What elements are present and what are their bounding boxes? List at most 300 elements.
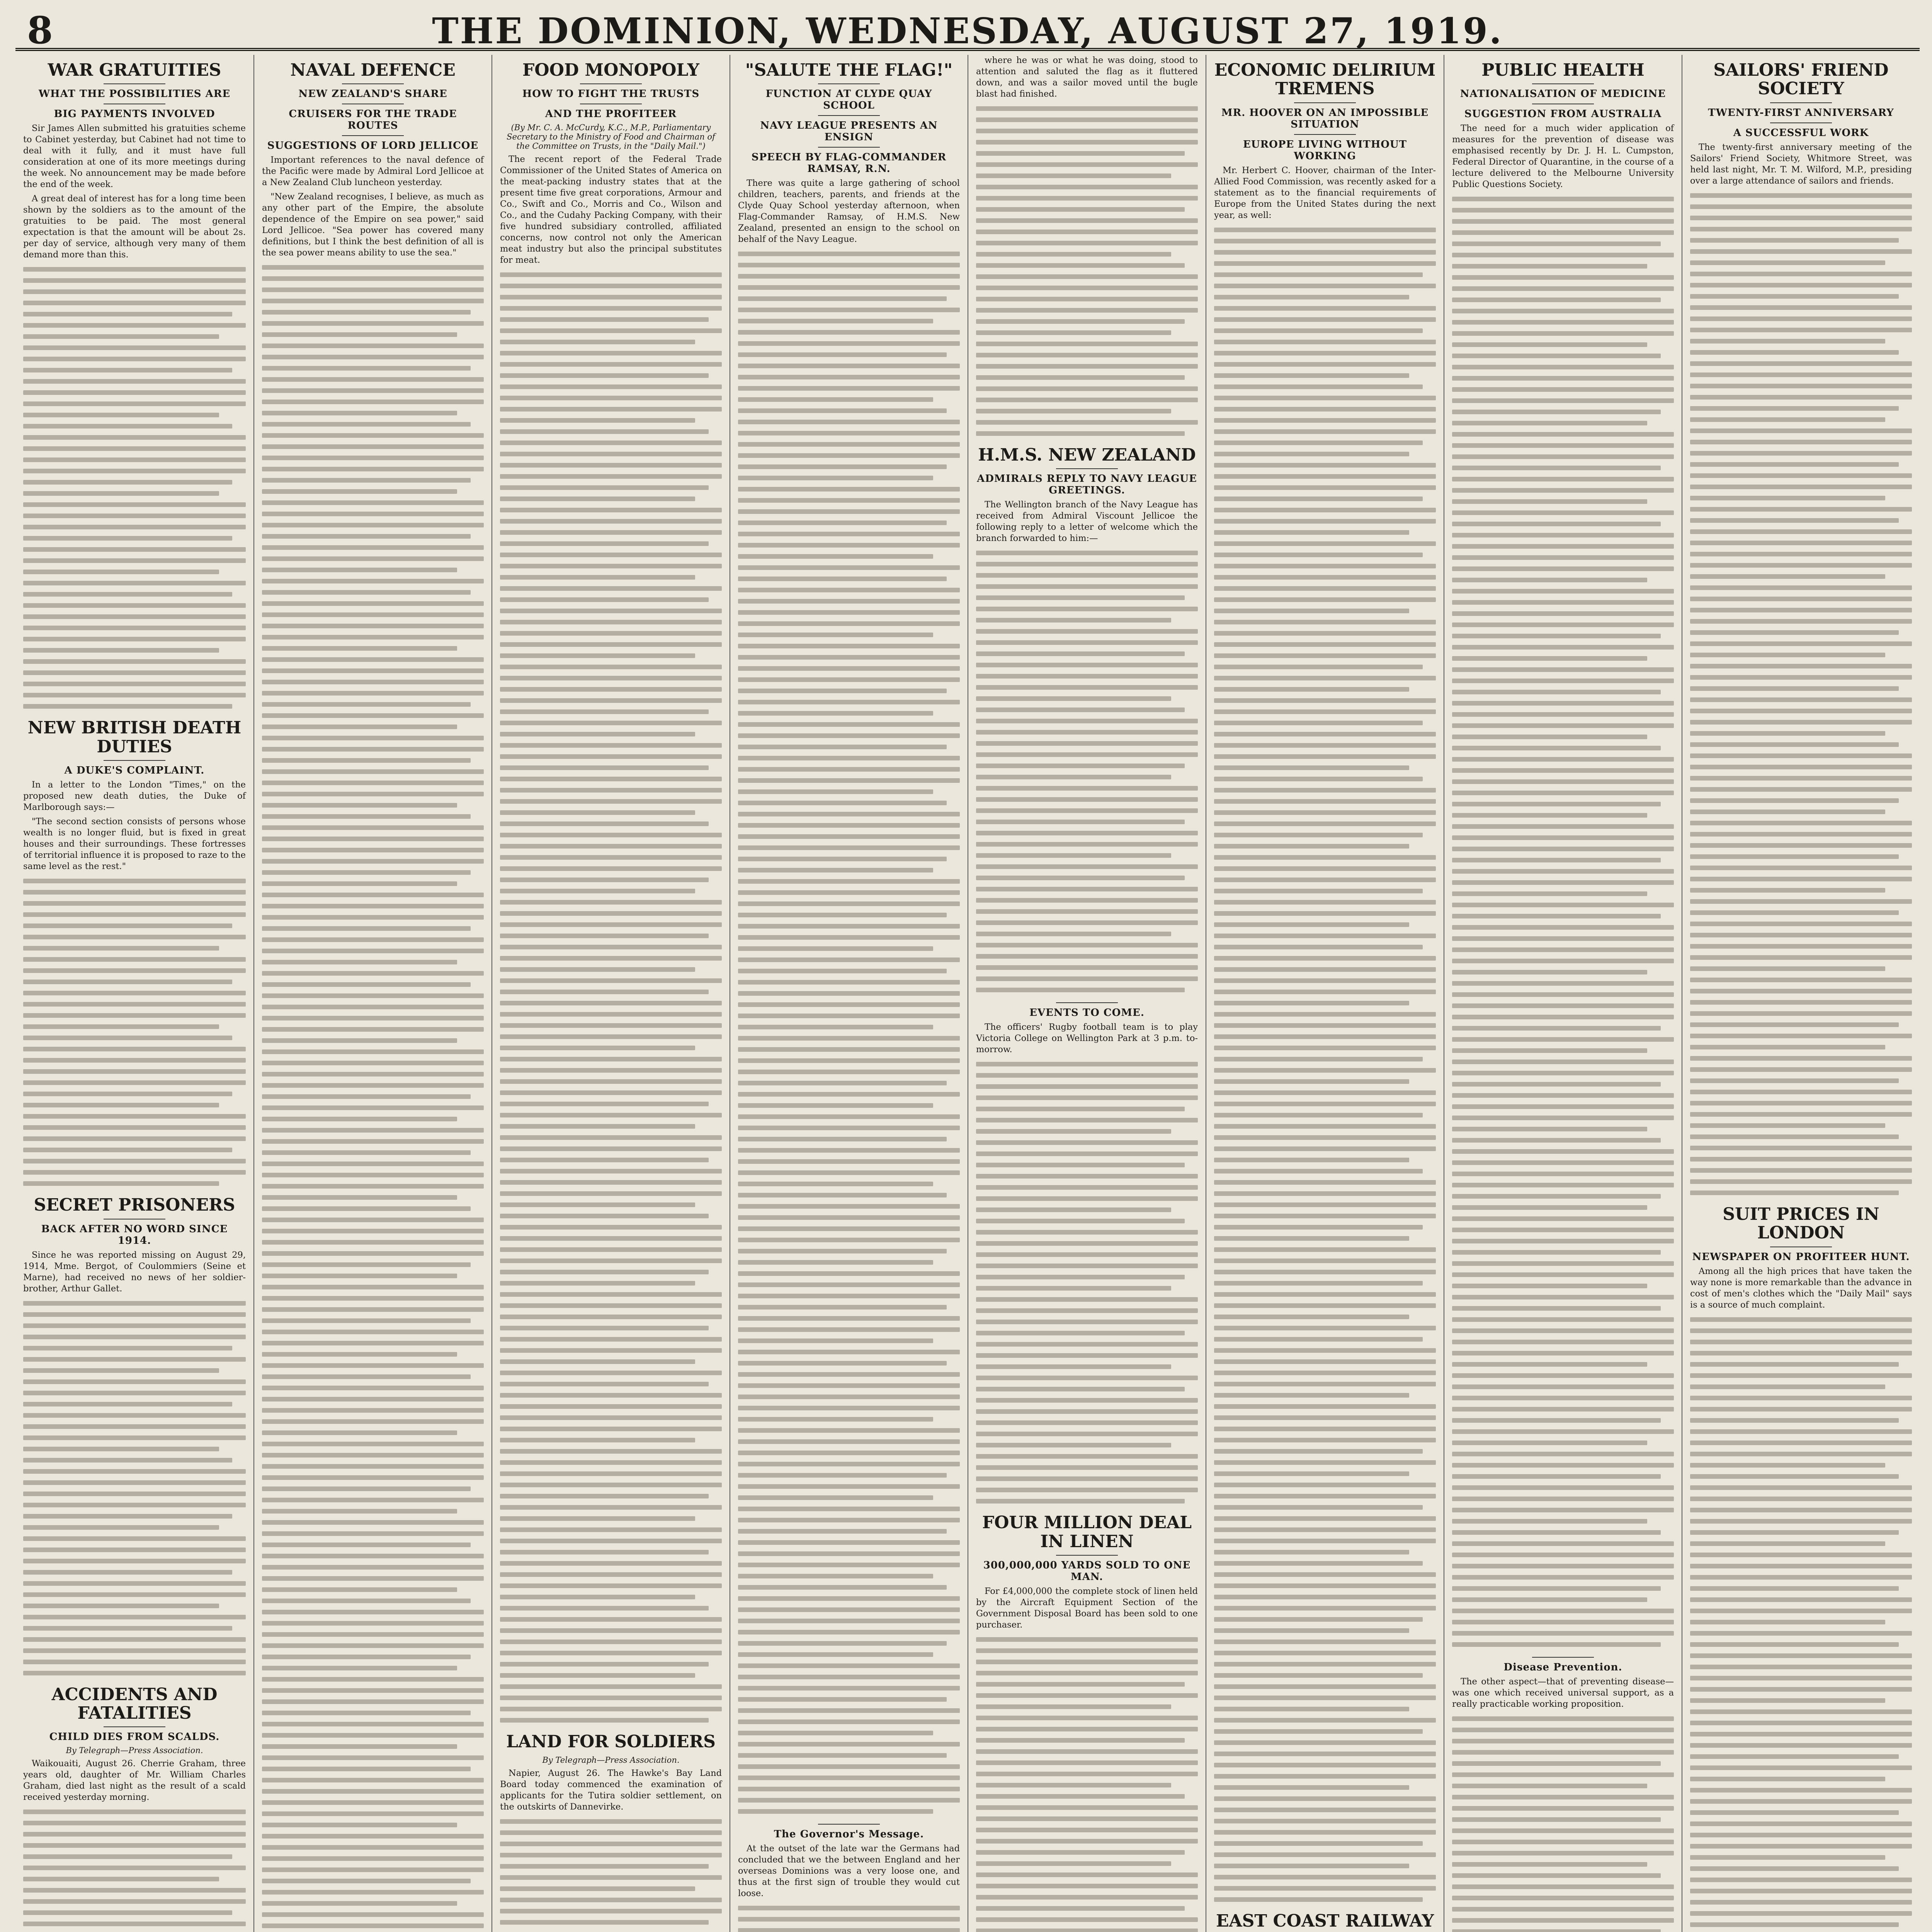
text-line xyxy=(23,648,219,653)
text-line xyxy=(23,525,246,529)
text-line xyxy=(1690,1146,1912,1150)
text-line xyxy=(738,1383,960,1388)
text-line xyxy=(262,668,484,673)
article-subhead: BACK AFTER NO WORD SINCE 1914. xyxy=(41,1223,228,1247)
text-line xyxy=(262,1408,484,1413)
text-line xyxy=(1214,1158,1409,1162)
text-line xyxy=(262,444,484,449)
text-line xyxy=(1690,260,1885,265)
text-line xyxy=(1690,675,1912,680)
text-line xyxy=(262,713,484,718)
text-line xyxy=(738,633,933,637)
text-line xyxy=(1690,294,1899,299)
text-line xyxy=(976,420,1198,425)
text-line xyxy=(262,1621,484,1626)
text-line xyxy=(976,797,1198,802)
text-line xyxy=(1452,1907,1674,1912)
text-line xyxy=(1452,813,1647,818)
text-line xyxy=(1690,899,1912,904)
text-line xyxy=(976,909,1198,914)
text-line xyxy=(23,637,246,641)
text-line xyxy=(1690,664,1912,668)
text-line xyxy=(500,1606,709,1611)
article xyxy=(262,61,484,1932)
text-line xyxy=(23,1080,246,1085)
text-line xyxy=(976,954,1198,959)
text-line xyxy=(976,1185,1198,1190)
text-line xyxy=(500,1303,722,1308)
text-line xyxy=(738,1428,960,1433)
text-line xyxy=(1452,1918,1674,1923)
text-line xyxy=(1452,645,1674,650)
text-line xyxy=(262,1811,484,1816)
text-line xyxy=(1214,1561,1423,1566)
text-line xyxy=(738,1226,960,1231)
text-line xyxy=(1214,284,1436,288)
text-line xyxy=(738,1507,960,1511)
text-line xyxy=(976,151,1185,156)
text-line xyxy=(976,342,1198,346)
text-line xyxy=(1452,869,1674,874)
text-line xyxy=(738,1215,960,1220)
text-line xyxy=(500,1527,722,1532)
text-line xyxy=(23,514,246,518)
text-line xyxy=(23,1922,246,1926)
text-line xyxy=(976,1660,1198,1664)
text-line xyxy=(23,1559,246,1563)
article-headline: FOUR MILLION DEAL IN LINEN xyxy=(982,1513,1192,1551)
text-line xyxy=(976,263,1185,268)
text-line xyxy=(23,1368,219,1373)
text-line xyxy=(976,943,1198,947)
text-line xyxy=(1690,1452,1912,1456)
text-line xyxy=(23,1910,232,1915)
text-line xyxy=(1690,1586,1899,1591)
text-line xyxy=(976,398,1198,402)
text-line xyxy=(262,579,484,583)
text-line xyxy=(1690,272,1912,276)
text-line xyxy=(1452,298,1661,302)
text-line xyxy=(262,388,484,393)
text-line xyxy=(500,978,722,983)
text-line xyxy=(1690,1564,1912,1568)
text-line xyxy=(23,1136,246,1141)
text-line xyxy=(738,1294,960,1298)
article xyxy=(23,1685,246,1932)
text-line xyxy=(500,777,722,781)
text-line xyxy=(738,1473,947,1478)
text-line xyxy=(23,1058,246,1063)
text-line xyxy=(1690,541,1912,545)
text-line xyxy=(500,1012,722,1017)
text-line xyxy=(976,386,1198,391)
text-line xyxy=(500,765,709,770)
text-line xyxy=(1690,440,1912,444)
text-line xyxy=(1452,1728,1674,1732)
text-line xyxy=(1690,1396,1912,1400)
text-line xyxy=(262,1845,484,1850)
text-line xyxy=(1452,1519,1647,1524)
text-line xyxy=(1452,1873,1661,1878)
text-line xyxy=(23,659,246,664)
text-line xyxy=(738,1596,960,1601)
article-paragraph: Waikouaiti, August 26. Cherrie Graham, three years old, daughter of Mr. William Charles Graham, died last night as the result of a scald received yesterday morning. xyxy=(23,1759,246,1803)
text-line xyxy=(1690,384,1912,388)
text-line xyxy=(262,1901,457,1906)
text-line xyxy=(1452,1929,1661,1932)
text-line xyxy=(1214,1550,1409,1554)
text-line xyxy=(500,418,695,423)
text-line xyxy=(1214,878,1436,882)
text-line xyxy=(1690,1866,1899,1871)
text-line xyxy=(738,913,947,917)
text-line xyxy=(1214,889,1423,893)
text-line xyxy=(1214,1639,1436,1644)
article-body-text xyxy=(23,879,246,1186)
text-line xyxy=(1690,1911,1912,1916)
text-line xyxy=(976,741,1198,746)
text-line xyxy=(262,1027,484,1032)
text-line xyxy=(1214,1180,1436,1185)
text-line xyxy=(262,971,484,976)
text-line xyxy=(1214,1303,1436,1308)
text-line xyxy=(262,949,484,953)
text-line xyxy=(23,413,219,417)
text-line xyxy=(1690,619,1912,624)
text-line xyxy=(23,334,219,339)
text-line xyxy=(1214,1427,1436,1431)
text-line xyxy=(1214,463,1436,468)
text-line xyxy=(738,498,960,503)
article-body-text xyxy=(262,265,484,1932)
article-body-text xyxy=(23,267,246,709)
text-line xyxy=(738,1686,960,1690)
text-line xyxy=(262,310,471,315)
article-body-text xyxy=(1214,228,1436,1902)
text-line xyxy=(1452,600,1674,605)
text-line xyxy=(1690,529,1912,534)
text-line xyxy=(976,730,1198,735)
text-line xyxy=(1214,597,1436,602)
article-paragraph: For £4,000,000 the complete stock of linen held by the Aircraft Equipment Section of the Government Disposal Board has been sold to one purchaser. xyxy=(976,1586,1198,1630)
text-line xyxy=(500,1909,722,1913)
text-line xyxy=(976,117,1198,122)
text-line xyxy=(1452,1082,1661,1087)
text-line xyxy=(500,530,722,535)
text-line xyxy=(23,1899,246,1904)
text-line xyxy=(1452,1620,1674,1624)
text-line xyxy=(23,682,246,686)
text-line xyxy=(1452,275,1674,280)
text-line xyxy=(1690,866,1912,870)
text-line xyxy=(1452,1862,1647,1867)
rule-divider xyxy=(104,760,165,761)
text-line xyxy=(1690,305,1912,310)
article-paragraph: Important references to the naval defence of the Pacific were made by Admiral Lord Jellicoe at a New Zealand Club luncheon yesterday. xyxy=(262,155,484,188)
text-line xyxy=(1214,709,1436,714)
text-line xyxy=(23,1103,219,1107)
text-line xyxy=(262,814,471,819)
text-line xyxy=(1690,350,1899,355)
text-line xyxy=(738,1070,960,1074)
text-line xyxy=(738,1058,960,1063)
text-line xyxy=(1690,1179,1912,1184)
text-line xyxy=(23,1888,246,1893)
text-line xyxy=(738,1764,960,1769)
text-line xyxy=(1452,242,1661,246)
text-line xyxy=(976,1275,1185,1279)
article-headline: FOOD MONOPOLY xyxy=(522,60,699,80)
text-line xyxy=(1690,238,1899,243)
text-line xyxy=(23,312,232,316)
text-line xyxy=(738,700,960,704)
text-line xyxy=(976,584,1198,589)
article-headline: NAVAL DEFENCE xyxy=(290,60,456,80)
article-byline: By Telegraph—Press Association. xyxy=(66,1746,203,1755)
text-line xyxy=(738,644,960,648)
text-line xyxy=(262,1677,484,1682)
text-line xyxy=(976,330,1171,335)
text-line xyxy=(500,1718,709,1723)
text-line xyxy=(1214,1583,1436,1588)
text-line xyxy=(1214,407,1436,412)
text-line xyxy=(262,344,484,348)
text-line xyxy=(1452,1093,1674,1098)
text-line xyxy=(262,1453,484,1458)
text-line xyxy=(1452,1485,1674,1490)
text-line xyxy=(738,420,960,424)
text-line xyxy=(23,1626,232,1631)
text-line xyxy=(1452,533,1674,537)
text-line xyxy=(262,1274,457,1278)
text-line xyxy=(262,1352,457,1357)
text-line xyxy=(1690,227,1912,231)
text-line xyxy=(23,991,246,995)
text-line xyxy=(262,411,457,415)
text-line xyxy=(1452,891,1647,896)
text-line xyxy=(1452,835,1674,840)
text-line xyxy=(23,923,232,928)
text-line xyxy=(1214,1886,1436,1891)
text-line xyxy=(500,1113,722,1117)
text-line xyxy=(500,1572,722,1577)
text-line xyxy=(1452,354,1661,358)
text-line xyxy=(262,377,484,382)
text-line xyxy=(738,1607,960,1612)
text-line xyxy=(262,467,484,471)
text-line xyxy=(262,1251,484,1256)
text-line xyxy=(738,1081,947,1085)
article-subhead: NEW ZEALAND'S SHARE xyxy=(298,88,447,100)
text-line xyxy=(262,657,484,662)
text-line xyxy=(1214,1090,1436,1095)
text-line xyxy=(976,1783,1171,1787)
article-body-text xyxy=(738,252,960,1814)
text-line xyxy=(738,1619,960,1623)
text-line xyxy=(738,464,947,469)
text-line xyxy=(738,1742,960,1747)
text-line xyxy=(23,1402,232,1406)
text-line xyxy=(262,1834,484,1838)
text-line xyxy=(262,870,471,875)
article-headline: "SALUTE THE FLAG!" xyxy=(745,60,953,80)
text-line xyxy=(976,1163,1185,1167)
text-line xyxy=(1214,1483,1436,1487)
text-line xyxy=(976,1682,1185,1687)
text-line xyxy=(1452,1429,1674,1434)
rule-divider xyxy=(342,135,404,136)
text-line xyxy=(976,1671,1198,1675)
text-line xyxy=(23,502,246,507)
text-line xyxy=(500,384,722,389)
article-body-text xyxy=(23,1301,246,1675)
text-line xyxy=(1690,1362,1899,1367)
text-line xyxy=(262,1229,484,1233)
text-line xyxy=(500,1247,722,1252)
text-line xyxy=(500,1830,722,1835)
text-line xyxy=(1690,1698,1885,1703)
article-subhead: MR. HOOVER ON AN IMPOSSIBLE SITUATION xyxy=(1221,107,1429,130)
text-line xyxy=(1690,249,1912,254)
text-line xyxy=(1214,384,1423,389)
text-line xyxy=(23,1013,246,1018)
text-line xyxy=(1452,925,1674,930)
text-line xyxy=(500,1853,722,1857)
text-line xyxy=(738,554,933,559)
text-line xyxy=(23,670,246,675)
text-line xyxy=(738,1025,933,1029)
article-subhead: 300,000,000 YARDS SOLD TO ONE MAN. xyxy=(983,1560,1191,1583)
text-line xyxy=(1690,1440,1912,1445)
text-line xyxy=(262,612,484,617)
text-line xyxy=(1452,1463,1674,1468)
text-line xyxy=(1690,978,1912,982)
text-line xyxy=(23,491,219,496)
text-line xyxy=(262,1206,471,1211)
text-line xyxy=(1214,373,1409,378)
text-line xyxy=(738,1585,947,1590)
text-line xyxy=(500,564,722,568)
text-line xyxy=(1214,1337,1423,1342)
text-line xyxy=(1452,1328,1674,1333)
text-line xyxy=(1214,1236,1409,1241)
text-line xyxy=(1214,855,1436,860)
text-line xyxy=(976,1073,1198,1078)
text-line xyxy=(1452,1553,1674,1557)
text-line xyxy=(976,1129,1171,1134)
text-line xyxy=(1690,753,1912,758)
text-line xyxy=(1690,630,1899,635)
text-line xyxy=(738,296,947,301)
text-line xyxy=(23,558,246,563)
newspaper-title: THE DOMINION, WEDNESDAY, AUGUST 27, 1919. xyxy=(432,10,1503,52)
text-line xyxy=(738,1092,960,1097)
text-line xyxy=(500,1449,722,1454)
text-line xyxy=(23,693,246,697)
text-line xyxy=(262,1823,457,1827)
text-line xyxy=(1214,1124,1436,1129)
text-line xyxy=(1214,340,1436,344)
rule-divider xyxy=(342,83,404,84)
text-line xyxy=(1452,1739,1674,1743)
text-line xyxy=(1690,1067,1912,1072)
text-line xyxy=(23,1592,246,1597)
text-line xyxy=(1690,507,1912,512)
text-line xyxy=(1452,1071,1674,1075)
text-line xyxy=(1452,566,1674,571)
text-line xyxy=(1452,746,1661,750)
text-line xyxy=(1452,387,1674,392)
text-line xyxy=(23,1832,246,1837)
text-line xyxy=(1214,1684,1436,1689)
text-line xyxy=(500,1202,695,1207)
text-line xyxy=(976,1749,1198,1754)
text-line xyxy=(1214,1628,1409,1633)
text-line xyxy=(500,1393,722,1398)
text-line xyxy=(500,754,722,759)
article-subhead: CRUISERS FOR THE TRADE ROUTES xyxy=(289,108,457,132)
text-line xyxy=(1452,488,1674,493)
text-line xyxy=(1214,1516,1436,1521)
text-line xyxy=(1214,1214,1436,1218)
text-line xyxy=(1690,1190,1899,1195)
text-line xyxy=(23,603,246,608)
text-line xyxy=(262,1531,484,1536)
text-line xyxy=(23,912,246,917)
text-line xyxy=(1452,690,1661,694)
text-line xyxy=(262,400,484,404)
text-line xyxy=(1452,1642,1661,1647)
text-line xyxy=(500,1034,722,1039)
text-line xyxy=(976,1693,1198,1698)
text-line xyxy=(500,452,722,456)
text-line xyxy=(500,1673,695,1678)
text-line xyxy=(1690,1553,1912,1557)
text-line xyxy=(500,788,722,793)
text-line xyxy=(1690,1821,1912,1826)
article-subhead: NAVY LEAGUE PRESENTS AN ENSIGN xyxy=(760,120,938,143)
text-line xyxy=(1214,1371,1436,1375)
text-line xyxy=(738,1641,947,1646)
text-line xyxy=(1690,922,1912,926)
text-line xyxy=(23,1810,246,1814)
text-line xyxy=(262,646,457,651)
rule-divider xyxy=(1532,1657,1594,1658)
text-line xyxy=(738,711,933,716)
text-line xyxy=(976,1364,1171,1369)
text-line xyxy=(500,1292,722,1297)
text-line xyxy=(1452,1631,1674,1636)
article-paragraph: A great deal of interest has for a long time been shown by the soldiers as to the amount of the gratuities to be paid. The most general expectation is that the amount will be about 2s. per day of service, although very many of them demand more than this. xyxy=(23,194,246,260)
text-line xyxy=(738,1540,960,1545)
text-line xyxy=(1690,1754,1899,1759)
text-line xyxy=(1690,1000,1912,1005)
text-line xyxy=(1690,1157,1912,1162)
text-line xyxy=(738,588,960,592)
text-line xyxy=(500,1898,722,1902)
text-line xyxy=(1452,555,1674,560)
text-line xyxy=(500,1382,709,1386)
text-line xyxy=(1690,765,1912,769)
text-line xyxy=(1214,1819,1436,1823)
text-line xyxy=(976,1062,1198,1066)
text-line xyxy=(1690,1575,1912,1580)
text-line xyxy=(738,1708,960,1713)
text-line xyxy=(1452,1452,1674,1456)
text-line xyxy=(1452,1138,1661,1143)
text-line xyxy=(23,1447,219,1451)
text-line xyxy=(738,722,960,727)
